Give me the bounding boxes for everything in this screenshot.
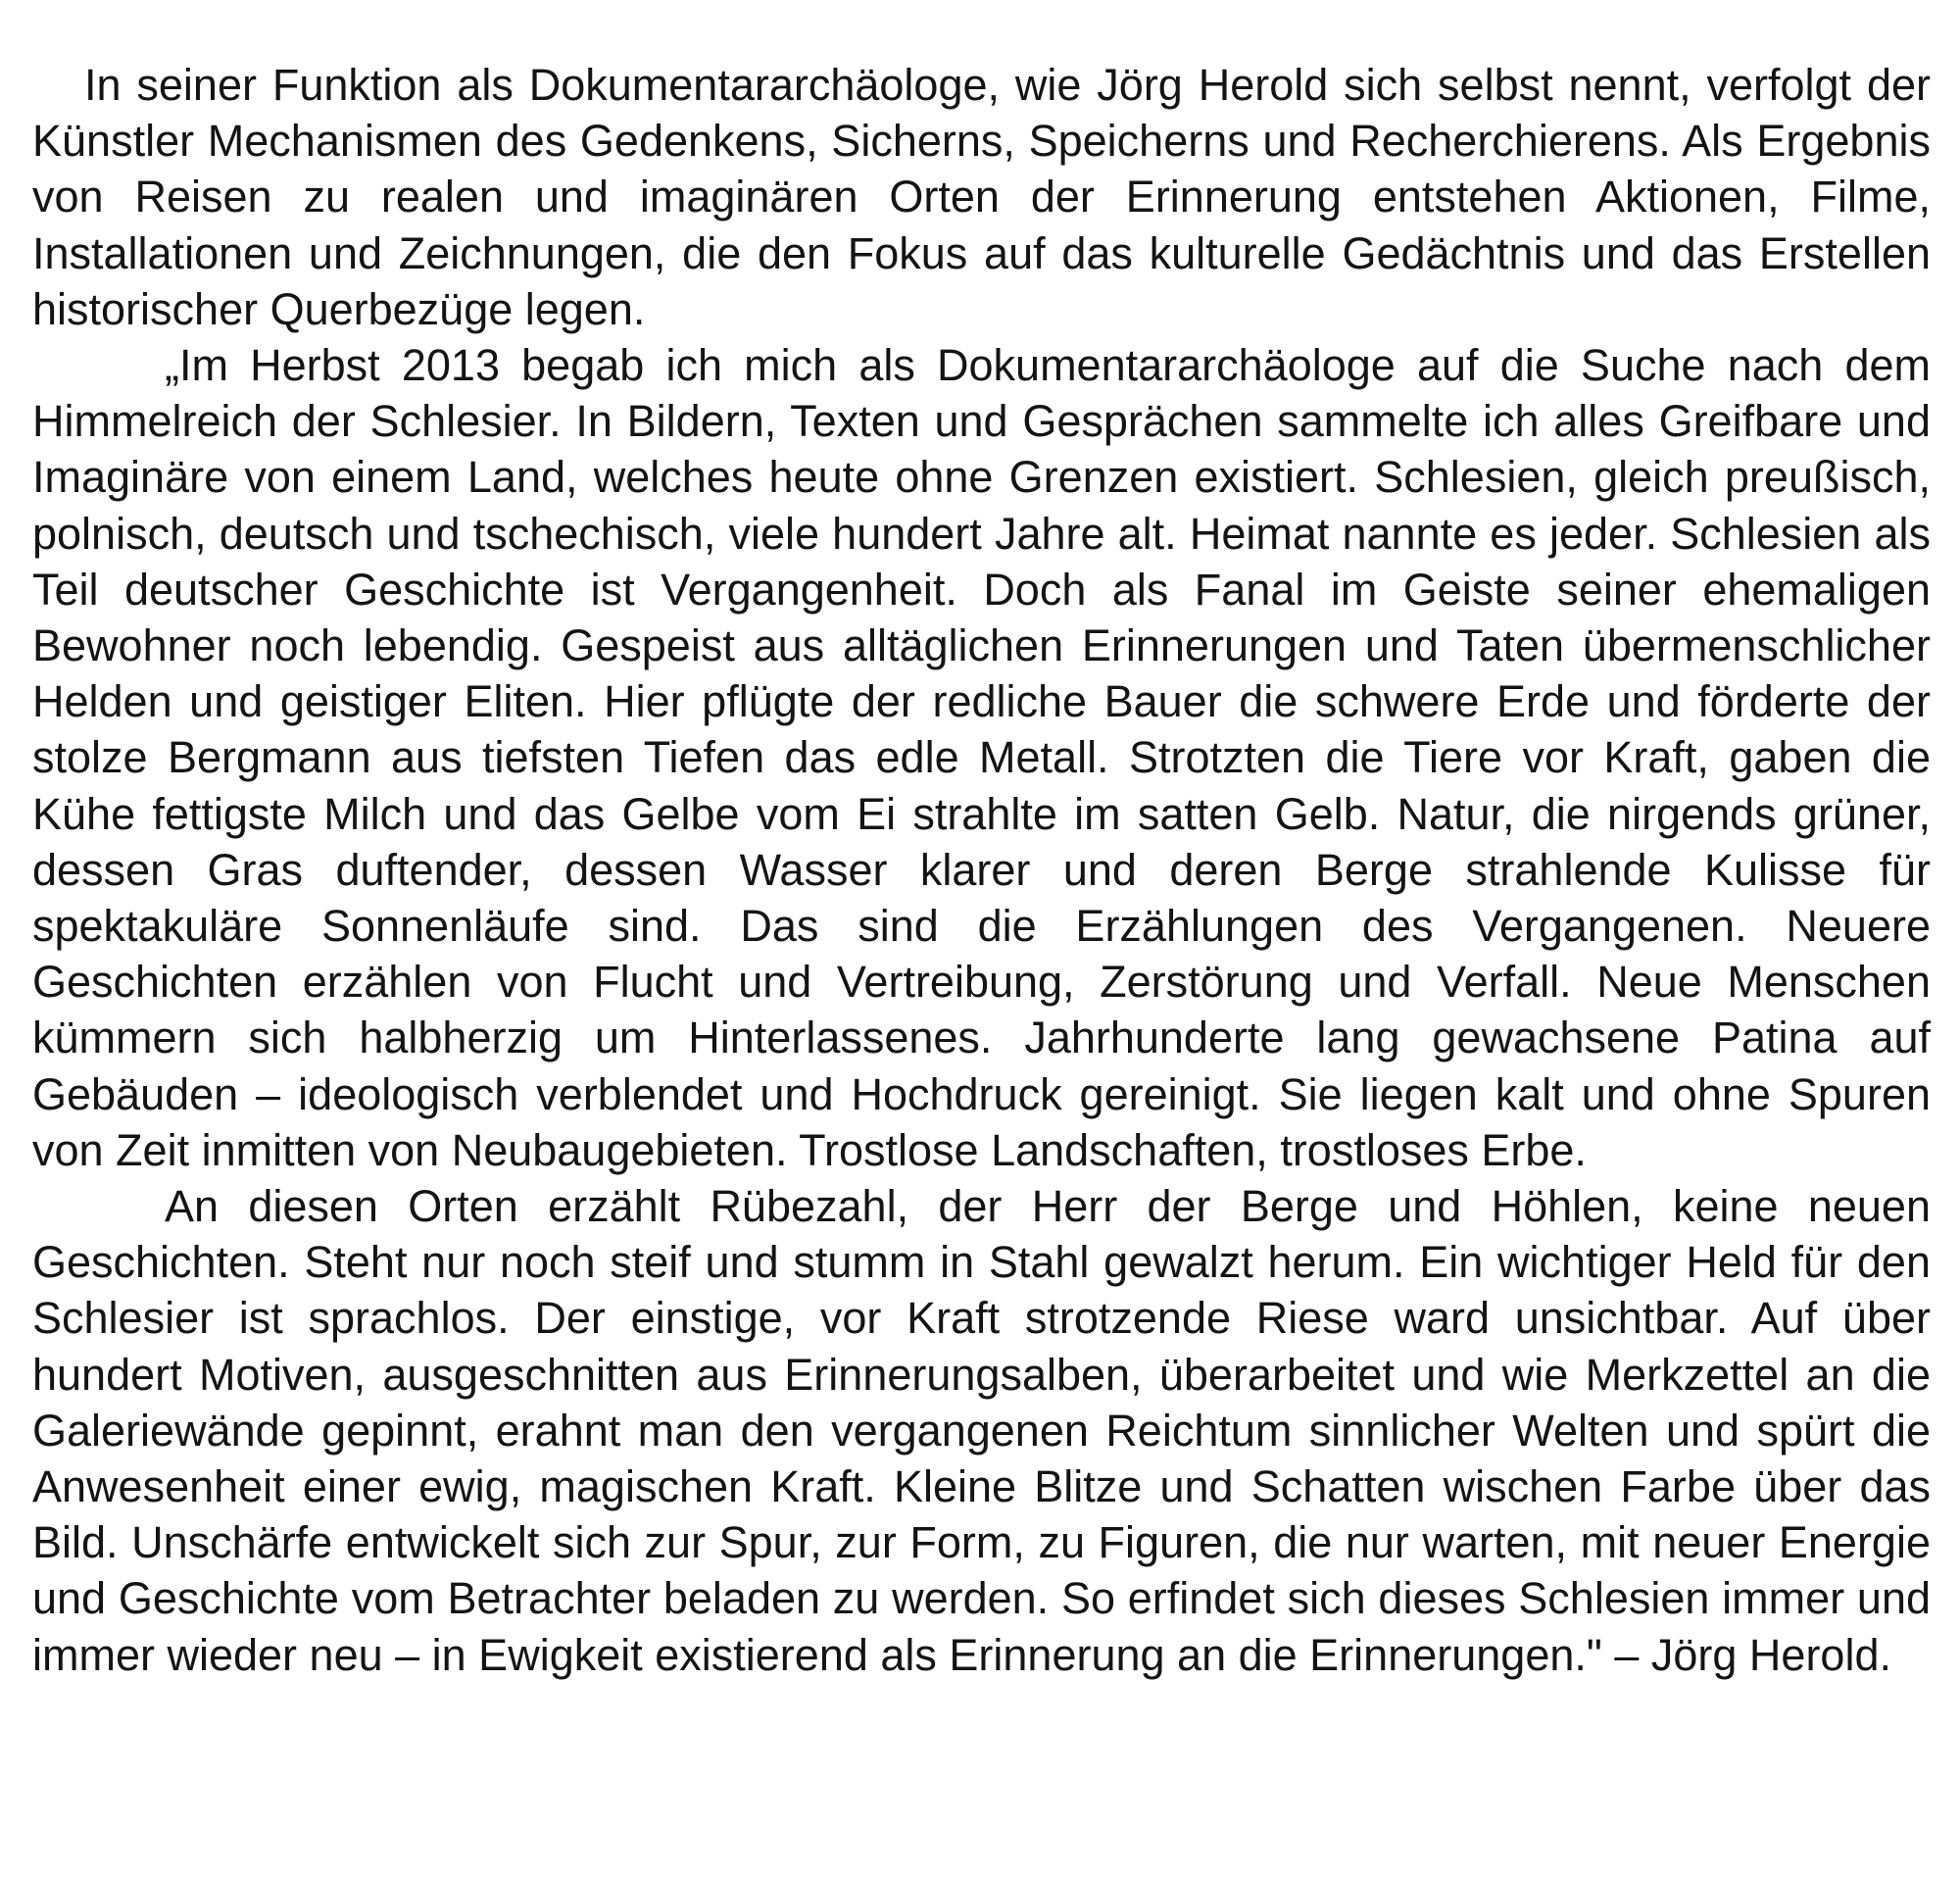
text-line: gewachsene Patina auf Gebäuden – ideologisch verblendet und Hochdruck gereinigt. Sie: [32, 1013, 1932, 1119]
text-line: In seiner Funktion als Dokumentararchäologe, wie Jörg Herold sich selbst nennt, verfolgt: [84, 60, 1852, 110]
text-line: An diesen Orten erzählt Rübezahl, der Herr der Berge und Höhlen, keine neuen: [165, 1181, 1931, 1232]
text-line: Erinnerungen." – Jörg Herold.: [1309, 1629, 1891, 1680]
text-line: den Schlesier ist sprachlos. Der einstige, vor Kraft strotzende Riese ward unsichtbar. Auf: [32, 1237, 1931, 1344]
text-line: Ergebnis von Reisen zu realen und imaginären Orten der Erinnerung entstehen Aktionen,: [32, 116, 1931, 222]
text-line: Vergangenen. Neuere Geschichten erzählen von Flucht und Vertreibung, Zerstörung und: [32, 901, 1931, 1008]
text-line: und Imaginäre von einem Land, welches heute ohne Grenzen existiert. Schlesien, gleich: [32, 396, 1931, 503]
text-line: liegen kalt und ohne Spuren von Zeit inmitten von Neubaugebieten. Trostlose Landschaften,: [32, 1068, 1931, 1175]
text-line: jeder. Schlesien als Teil deutscher Geschichte ist Vergangenheit. Doch als Fanal im Geiste: [32, 508, 1931, 615]
text-line: Verfall. Neue Menschen kümmern sich halbherzig um Hinterlassenes. Jahrhunderte lang: [32, 957, 1931, 1063]
text-line: die Tiere vor Kraft, gaben die Kühe fettigste Milch und das Gelbe vom Ei strahlte im satten: [32, 732, 1931, 839]
body-text: [32, 57, 1931, 1683]
text-line: seiner ehemaligen Bewohner noch lebendig. Gespeist aus alltäglichen Erinnerungen und: [32, 564, 1932, 671]
text-line: Filme, Installationen und Zeichnungen, die den Fokus auf das kulturelle Gedächtnis und das: [32, 172, 1931, 278]
text-line: schwere Erde und förderte der stolze Bergmann aus tiefsten Tiefen das edle Metall. Strotzten: [32, 676, 1931, 783]
paragraph-intro: [32, 57, 1931, 337]
text-line: an die Galeriewände gepinnt, erahnt man den vergangenen Reichtum sinnlicher Welten: [32, 1349, 1931, 1456]
text-line: Geschichten. Steht nur noch steif und stumm in Stahl gewalzt herum. Ein wichtiger Held für: [32, 1237, 1843, 1288]
text-line: „Im Herbst 2013 begab ich mich als Dokumentararchäologe auf die Suche nach dem: [165, 340, 1931, 391]
text-line: preußisch, polnisch, deutsch und tschechisch, viele hundert Jahre alt. Heimat nannte es: [32, 452, 1931, 559]
text-line: Erstellen historischer Querbezüge legen.: [32, 227, 1931, 334]
text-line: mit neuer Energie und Geschichte vom Betrachter beladen zu werden. So erfindet sich dieses: [32, 1517, 1931, 1624]
text-line: Schlesien immer und immer wieder neu – in Ewigkeit existierend als Erinnerung an die: [32, 1573, 1931, 1680]
text-line: Berge strahlende Kulisse für spektakuläre Sonnenläufe sind. Das sind die Erzählungen des: [32, 844, 1931, 952]
paragraph-quote-part-two: [32, 1178, 1931, 1683]
text-line: trostloses Erbe.: [1280, 1124, 1587, 1175]
text-line: und spürt die Anwesenheit einer ewig, magischen Kraft. Kleine Blitze und Schatten wischen: [32, 1405, 1931, 1512]
text-line: Taten übermenschlicher Helden und geistiger Eliten. Hier pflügte der redliche Bauer die: [32, 620, 1931, 727]
text-line: über hundert Motiven, ausgeschnitten aus Erinnerungsalben, überarbeitet und wie Merkzettel: [32, 1293, 1931, 1400]
text-line: der Künstler Mechanismen des Gedenkens, Sicherns, Speicherns und Recherchierens. Als: [32, 60, 1931, 167]
text-line: Gelb. Natur, die nirgends grüner, dessen Gras duftender, dessen Wasser klarer und deren: [32, 788, 1932, 895]
text-line: Himmelreich der Schlesier. In Bildern, Texten und Gesprächen sammelte ich alles Greifbare: [32, 396, 1843, 447]
paragraph-quote-part-one: [32, 337, 1931, 1178]
text-line: Farbe über das Bild. Unschärfe entwickelt sich zur Spur, zur Form, zu Figuren, die nur warten,: [32, 1461, 1932, 1568]
